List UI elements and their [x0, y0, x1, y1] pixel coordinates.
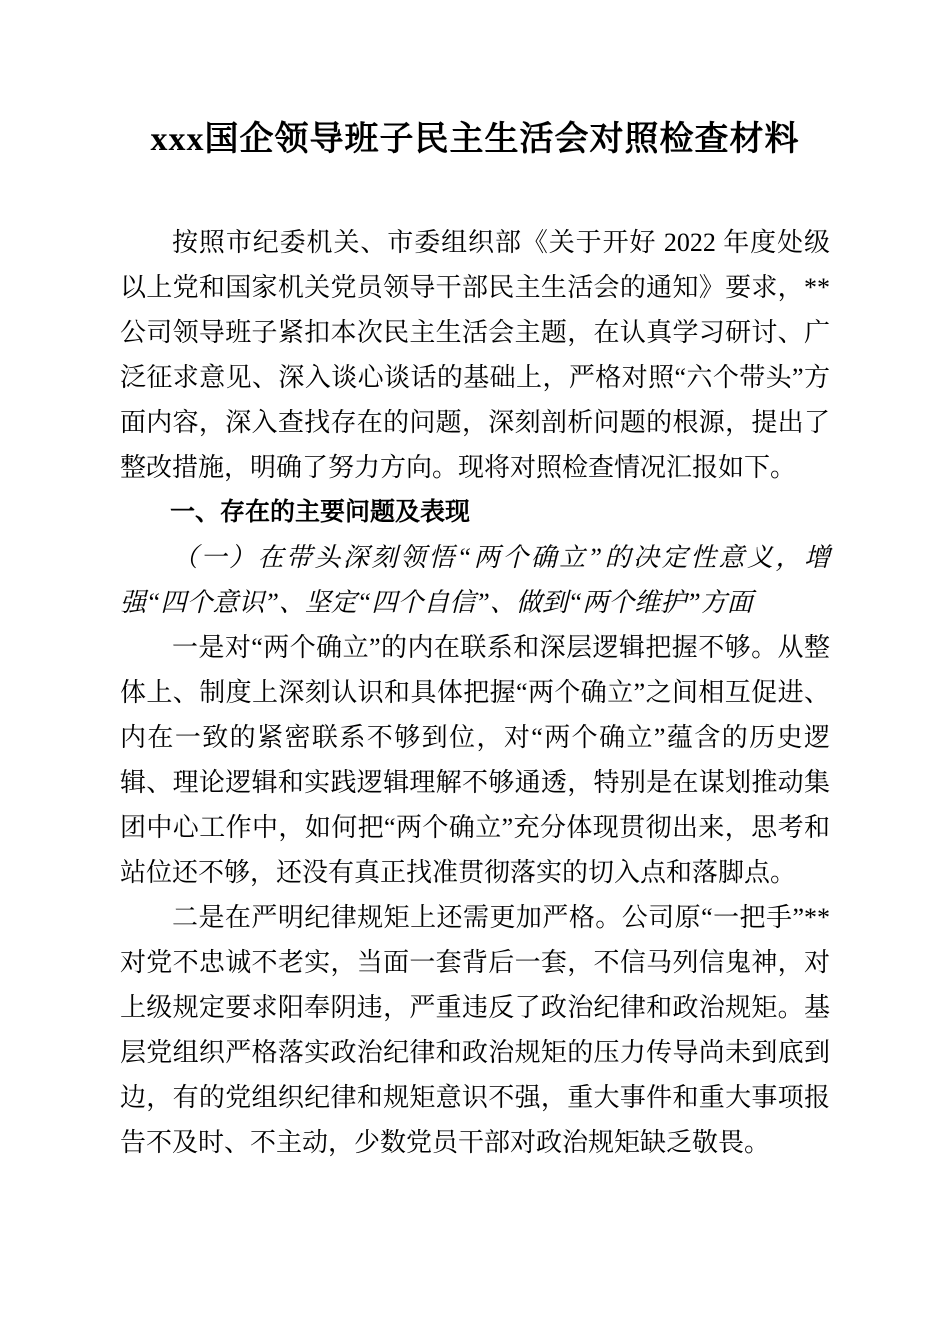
document-title: xxx国企领导班子民主生活会对照检查材料 [150, 121, 800, 158]
paragraph-point-2: 二是在严明纪律规矩上还需更加严格。公司原“一把手”**对党不忠诚不老实，当面一套背后一套，不信马列信鬼神，对上级规定要求阳奉阴违，严重违反了政治纪律和政治规矩。基层党组织严格落实政治纪律和政治规矩的压力传导尚未到底到边，有的党组织纪律和规矩意识不强，重大事件和重大事项报告不及时、不主动，少数党员干部对政治规矩缺乏敬畏。 [120, 903, 830, 1157]
subsection-1-heading: （一）在带头深刻领悟“两个确立”的决定性意义，增强“四个意识”、坚定“四个自信”、做到“两个维护”方面 [120, 543, 830, 617]
paragraph-point-1: 一是对“两个确立”的内在联系和深层逻辑把握不够。从整体上、制度上深刻认识和具体把握“两个确立”之间相互促进、内在一致的紧密联系不够到位，对“两个确立”蕴含的历史逻辑、理论逻辑和实践逻辑理解不够通透，特别是在谋划推动集团中心工作中，如何把“两个确立”充分体现贯彻出来，思考和站位还不够，还没有真正找准贯彻落实的切入点和落脚点。 [120, 633, 830, 887]
section-1-heading: 一、存在的主要问题及表现 [170, 498, 471, 526]
intro-paragraph: 按照市纪委机关、市委组织部《关于开好 2022 年度处级以上党和国家机关党员领导干部民主生活会的通知》要求，**公司领导班子紧扣本次民主生活会主题，在认真学习研讨、广泛征求意见、深入谈心谈话的基础上，严格对照“六个带头”方面内容，深入查找存在的问题，深刻剖析问题的根源，提出了整改措施，明确了努力方向。现将对照检查情况汇报如下。 [120, 228, 830, 482]
